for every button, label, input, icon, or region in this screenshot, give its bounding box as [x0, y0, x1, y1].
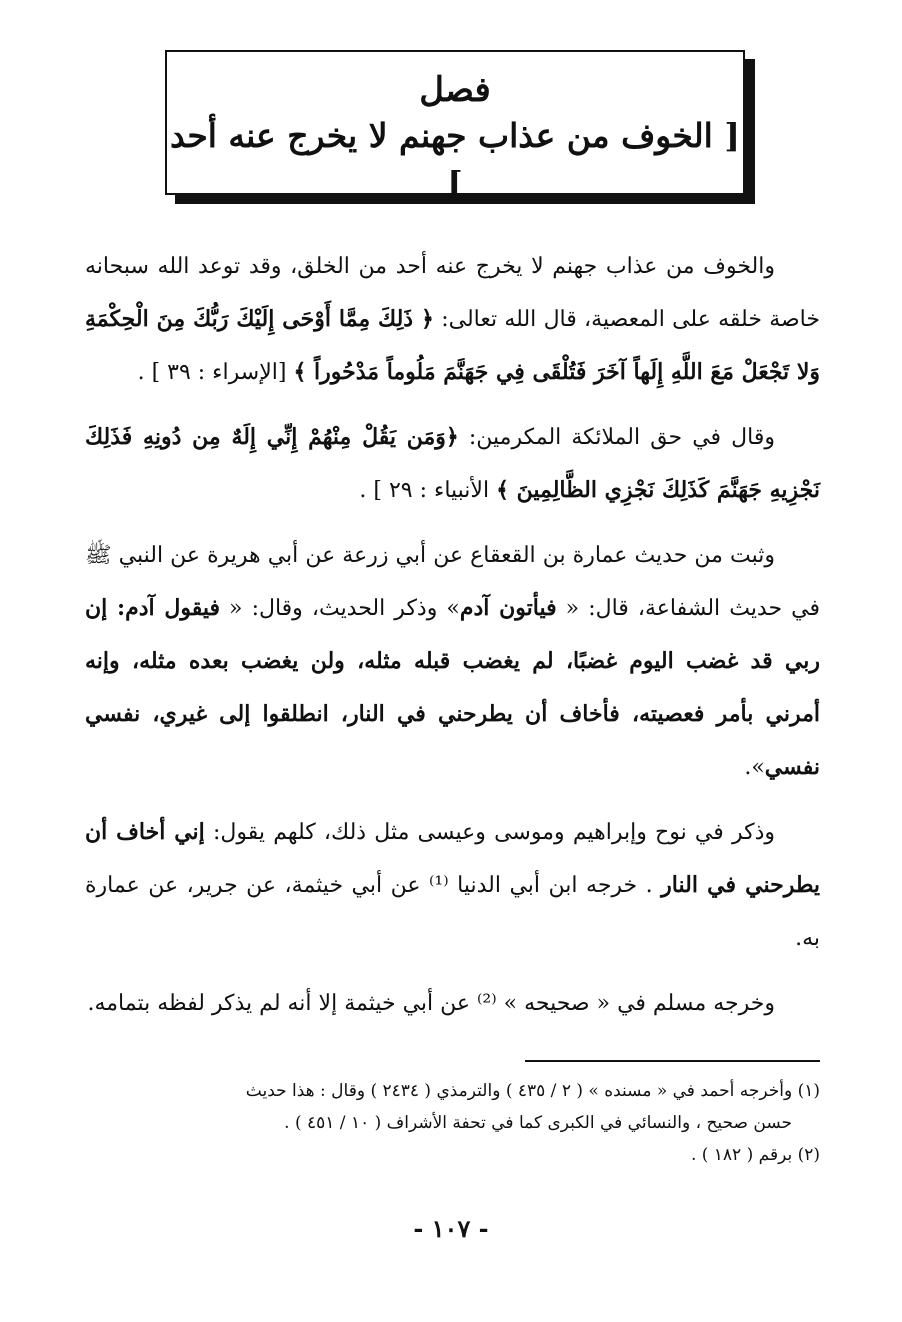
footnote-2: (٢) برقم ( ١٨٢ ) . — [690, 1145, 820, 1165]
footnote-1-continued: حسن صحيح ، والنسائي في الكبرى كما في تحفة الأشراف ( ١٠ / ٤٥١ ) . — [284, 1113, 792, 1133]
paragraph-1 — [85, 240, 820, 399]
quran-verse: ﴿وَمَن يَقُلْ مِنْهُمْ إِنِّي إِلَهٌ مِن دُونِهِ فَذَلِكَ نَجْزِيهِ جَهَنَّمَ كَذَلِكَ نَجْزِي الظَّالِمِينَ ﴾ — [85, 424, 820, 503]
footnote-divider — [525, 1060, 820, 1062]
paragraph-3 — [85, 529, 820, 794]
paragraph-text: وثبت من حديث عمارة بن القعقاع عن أبي زرعة عن أبي هريرة عن النبي ﷺ في حديث الشفاعة، قال: « — [85, 543, 820, 621]
main-text — [85, 240, 820, 1042]
chapter-title-box — [165, 50, 745, 203]
paragraph-text: . خرجه ابن أبي الدنيا ⁽¹⁾ عن أبي خيثمة، عن جرير، عن عمارة به. — [85, 873, 820, 951]
paragraph-text: وقال في حق الملائكة المكرمين: — [458, 425, 775, 450]
hadith-quote: إني أخاف أن يطرحني في النار — [85, 819, 821, 898]
paragraph-text: وخرجه مسلم في « صحيحه » ⁽²⁾ عن أبي خيثمة إلا أنه لم يذكر لفظه بتمامه. — [87, 991, 775, 1016]
paragraph-4 — [85, 806, 820, 965]
chapter-subtitle: [ الخوف من عذاب جهنم لا يخرج عنه أحد ] — [170, 116, 740, 203]
paragraph-text: ». — [744, 755, 765, 780]
page-number: - ١٠٧ - — [413, 1214, 489, 1243]
quran-verse: ﴿ ذَلِكَ مِمَّا أَوْحَى إِلَيْكَ رَبُّكَ مِنَ الْحِكْمَةِ وَلا تَجْعَلْ مَعَ اللَّهِ إِلَهاً آخَرَ فَتُلْقَى فِي جَهَنَّمَ مَلُوماً مَدْحُوراً ﴾ — [85, 306, 820, 385]
verse-reference: الأنبياء : ٢٩ ] . — [359, 478, 497, 503]
hadith-quote: فيأتون آدم — [459, 595, 557, 621]
paragraph-text: والخوف من عذاب جهنم لا يخرج عنه أحد من الخلق، وقد توعد الله سبحانه خاصة خلقه على المعصية، قال الله تعالى: — [85, 254, 820, 332]
footnote-1: (١) وأخرجه أحمد في « مسنده » ( ٢ / ٤٣٥ ) والترمذي ( ٢٤٣٤ ) وقال : هذا حديث — [245, 1081, 820, 1101]
paragraph-text: » وذكر الحديث، وقال: « — [220, 596, 460, 621]
chapter-heading: فصل — [419, 70, 491, 110]
verse-reference: [الإسراء : ٣٩ ] . — [137, 360, 294, 385]
paragraph-5 — [85, 977, 820, 1030]
paragraph-2 — [85, 411, 820, 517]
hadith-quote: فيقول آدم: إن ربي قد غضب اليوم غضبًا، لم يغضب قبله مثله، ولن يغضب بعده مثله، وإنه أمرني بأمر فعصيته، فأخاف أن يطرحني في النار، انطلقوا إلى غيري، نفسي نفسي — [85, 595, 820, 780]
paragraph-text: وذكر في نوح وإبراهيم وموسى وعيسى مثل ذلك، كلهم يقول: — [204, 820, 775, 845]
footnotes — [85, 1075, 820, 1171]
